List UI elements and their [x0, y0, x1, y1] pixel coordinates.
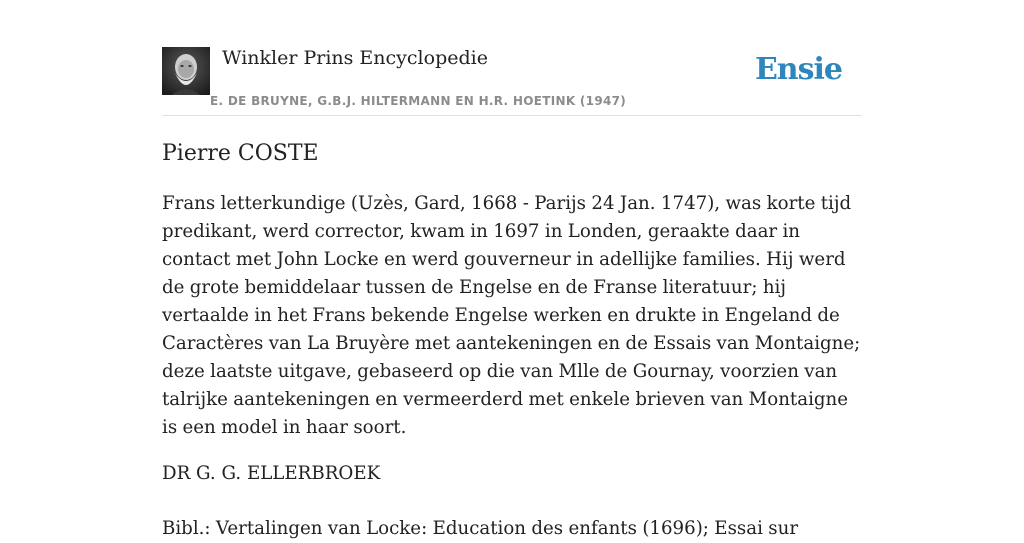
article-body: Frans letterkundige (Uzès, Gard, 1668 - Parijs 24 Jan. 1747), was korte tijd predikant, werd corrector, kwam in 1697 in Londen, geraakte daar in contact met John Locke en werd gouverneur in adellijke families. Hij werd de grote bemiddelaar tussen de Engelse en de Franse literatuur; hij vertaalde in het Frans bekende Engelse werken en drukte in Engeland de Caractères van La Bruyère met aantekeningen en de Essais van Montaigne; deze laatste uitgave, gebaseerd op die van Mlle de Gournay, voorzien van talrijke aantekeningen en vermeerderd met enkele brieven van Montaigne is een model in haar soort.: [162, 193, 861, 438]
ensie-logo[interactable]: Ensie: [754, 52, 842, 87]
article-bibliography: Bibl.: Vertalingen van Locke: Education des enfants (1696); Essai sur: [162, 518, 799, 539]
site-header: [162, 44, 862, 116]
edition-subtitle: E. DE BRUYNE, G.B.J. HILTERMANN EN H.R. HOETINK (1947): [210, 94, 627, 108]
article-title: Pierre COSTE: [162, 141, 319, 166]
article: [162, 138, 867, 543]
author-portrait-icon[interactable]: [162, 47, 210, 95]
site-title[interactable]: Winkler Prins Encyclopedie: [222, 47, 488, 69]
article-author: DR G. G. ELLERBROEK: [162, 463, 381, 484]
